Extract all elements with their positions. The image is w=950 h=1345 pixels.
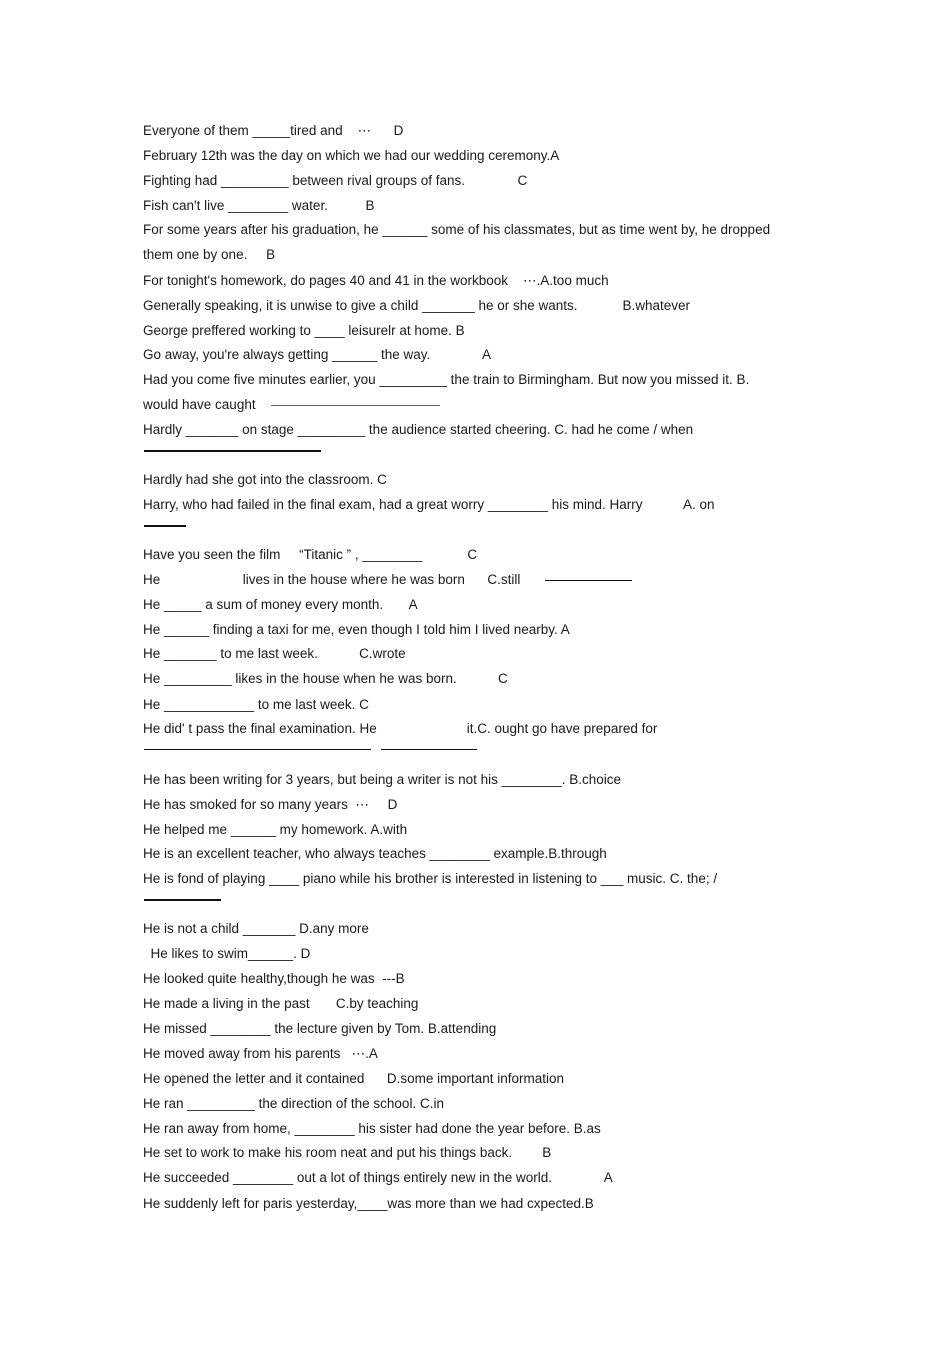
question-line: He set to work to make his room neat and put his things back. B <box>143 1145 552 1160</box>
underline-rule <box>545 580 632 581</box>
question-line: He ran _________ the direction of the school. C.in <box>143 1096 444 1111</box>
question-line: He moved away from his parents ⋯.A <box>143 1046 378 1061</box>
question-line: He suddenly left for paris yesterday,____was more than we had cxpected.B <box>143 1196 594 1211</box>
question-line: He made a living in the past C.by teaching <box>143 996 419 1011</box>
underline-rule <box>381 749 477 750</box>
question-line: Harry, who had failed in the final exam, had a great worry ________ his mind. Harry A. on <box>143 497 715 512</box>
underline-rule <box>144 749 371 750</box>
question-line: Had you come five minutes earlier, you _________ the train to Birmingham. But now you missed it. B. <box>143 372 750 387</box>
question-line: He looked quite healthy,though he was ---B <box>143 971 405 986</box>
question-line: He did' t pass the final examination. He it.C. ought go have prepared for <box>143 721 658 736</box>
question-line: He helped me ______ my homework. A.with <box>143 822 408 837</box>
question-line: He is fond of playing ____ piano while his brother is interested in listening to ___ music. C. the; / <box>143 871 718 886</box>
question-line: He has been writing for 3 years, but being a writer is not his ________. B.choice <box>143 772 622 787</box>
question-line: would have caught <box>143 397 256 412</box>
question-line: He opened the letter and it contained D.some important information <box>143 1071 564 1086</box>
question-line: He succeeded ________ out a lot of things entirely new in the world. A <box>143 1170 613 1185</box>
question-line: He lives in the house where he was born C.still <box>143 572 521 587</box>
question-line: He missed ________ the lecture given by Tom. B.attending <box>143 1021 497 1036</box>
underline-rule <box>144 525 186 527</box>
question-line: He ran away from home, ________ his sister had done the year before. B.as <box>143 1121 601 1136</box>
question-line: George preffered working to ____ leisurelr at home. B <box>143 323 465 338</box>
question-line: He _______ to me last week. C.wrote <box>143 646 406 661</box>
question-line: He ____________ to me last week. C <box>143 697 369 712</box>
question-line: Fish can't live ________ water. B <box>143 198 375 213</box>
question-line: Hardly had she got into the classroom. C <box>143 472 387 487</box>
question-line: He _________ likes in the house when he was born. C <box>143 671 508 686</box>
underline-rule <box>144 899 221 901</box>
question-line: Fighting had _________ between rival groups of fans. C <box>143 173 528 188</box>
question-line: He likes to swim______. D <box>143 946 311 961</box>
question-line: Hardly _______ on stage _________ the audience started cheering. C. had he come / when <box>143 422 694 437</box>
question-line: He is an excellent teacher, who always teaches ________ example.B.through <box>143 846 607 861</box>
question-line: Generally speaking, it is unwise to give a child _______ he or she wants. B.whatever <box>143 298 691 313</box>
question-line: He has smoked for so many years ⋯ D <box>143 797 398 812</box>
question-line: February 12th was the day on which we had our wedding ceremony.A <box>143 148 560 163</box>
question-line: them one by one. B <box>143 247 276 262</box>
red-underline <box>271 405 440 406</box>
question-line: Go away, you're always getting ______ the way. A <box>143 347 492 362</box>
question-line: Everyone of them _____tired and ⋯ D <box>143 123 404 138</box>
question-line: He is not a child _______ D.any more <box>143 921 369 936</box>
question-line: For tonight's homework, do pages 40 and 41 in the workbook ⋯.A.too much <box>143 273 609 288</box>
underline-rule <box>144 450 321 452</box>
question-line: For some years after his graduation, he ______ some of his classmates, but as time went by, he dropped <box>143 222 771 237</box>
question-line: Have you seen the film “Titanic ” , ________ C <box>143 547 478 562</box>
question-line: He ______ finding a taxi for me, even though I told him I lived nearby. A <box>143 622 570 637</box>
question-line: He _____ a sum of money every month. A <box>143 597 418 612</box>
